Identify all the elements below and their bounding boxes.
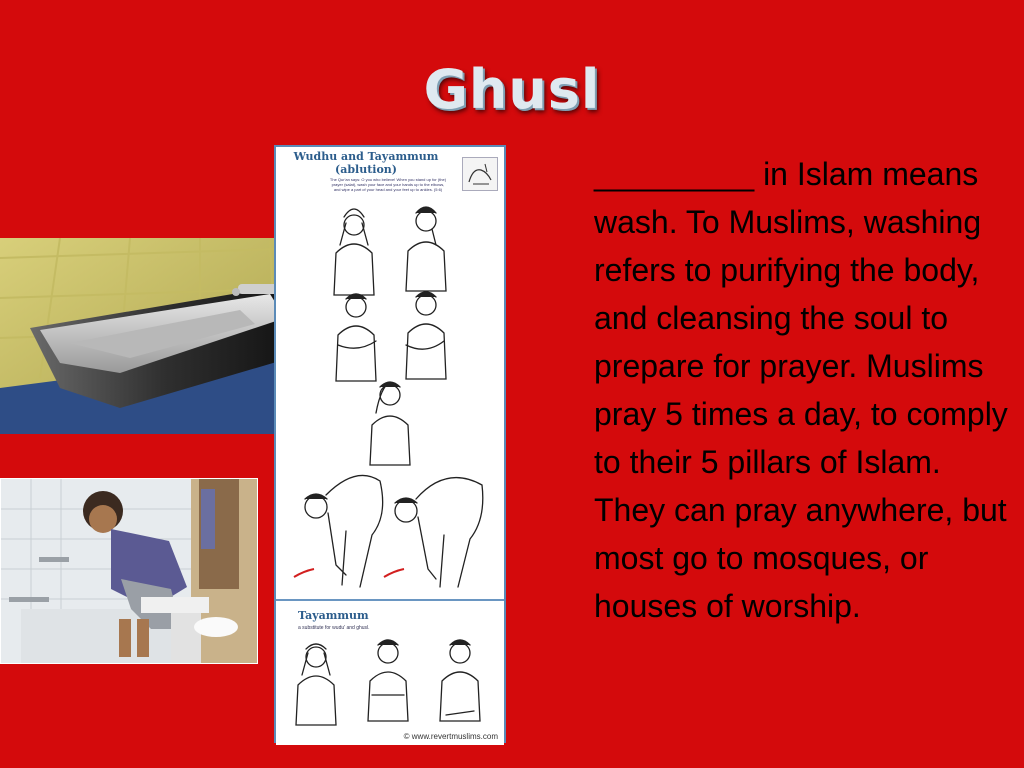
arrow-right-foot-icon bbox=[294, 569, 314, 577]
ablution-steps-sketches bbox=[276, 195, 504, 599]
poster-verse: The Qur'an says: O you who believe! When you stand up for (the) prayer (salat), wash your face and your hands up to the elbows, and wipe a part of your head and your feet up to ankles. (5:6) bbox=[329, 177, 447, 192]
poster-footer: © www.revertmuslims.com bbox=[403, 732, 498, 741]
tayammum-face-figure bbox=[296, 644, 336, 725]
bathtub-photo bbox=[0, 238, 308, 434]
step-foot-right-figure bbox=[305, 475, 383, 587]
hands-wash-icon bbox=[462, 157, 498, 191]
tayammum-sketches bbox=[276, 635, 504, 735]
step-mouth-figure bbox=[406, 207, 446, 291]
wudhu-poster bbox=[274, 145, 506, 743]
boy-washing-photo bbox=[0, 478, 258, 664]
poster-title-line1: Wudhu and Tayammum bbox=[293, 150, 439, 163]
step-arm-right-figure bbox=[336, 294, 376, 381]
tayammum-hands-figure bbox=[440, 640, 480, 721]
arrow-left-foot-icon bbox=[384, 569, 404, 577]
boy-washing-illustration bbox=[1, 479, 258, 664]
tayammum-title: Tayammum bbox=[298, 609, 369, 622]
poster-header bbox=[276, 147, 504, 195]
slide-body-text: _________ in Islam means wash. To Muslims, washing refers to purifying the body, and cleansing the soul to prepare for prayer. Muslims pray 5 times a day, to comply to their 5 pillars of Islam. They can pray anywhere, but most go to mosques, or houses of worship. bbox=[594, 156, 1008, 624]
poster-title bbox=[276, 150, 456, 176]
step-face-figure bbox=[334, 209, 374, 295]
bathtub-illustration bbox=[0, 238, 308, 434]
poster-title-line2: (ablution) bbox=[335, 163, 397, 176]
slide-title: Ghusl bbox=[423, 58, 601, 121]
tayammum-arms-figure bbox=[368, 640, 408, 721]
tayammum-subtitle: a substitute for wudu' and ghusl. bbox=[298, 625, 370, 631]
step-head-wipe-figure bbox=[370, 382, 410, 465]
tayammum-section bbox=[276, 599, 504, 745]
step-foot-left-figure bbox=[395, 478, 483, 587]
step-arm-left-figure bbox=[406, 292, 446, 379]
